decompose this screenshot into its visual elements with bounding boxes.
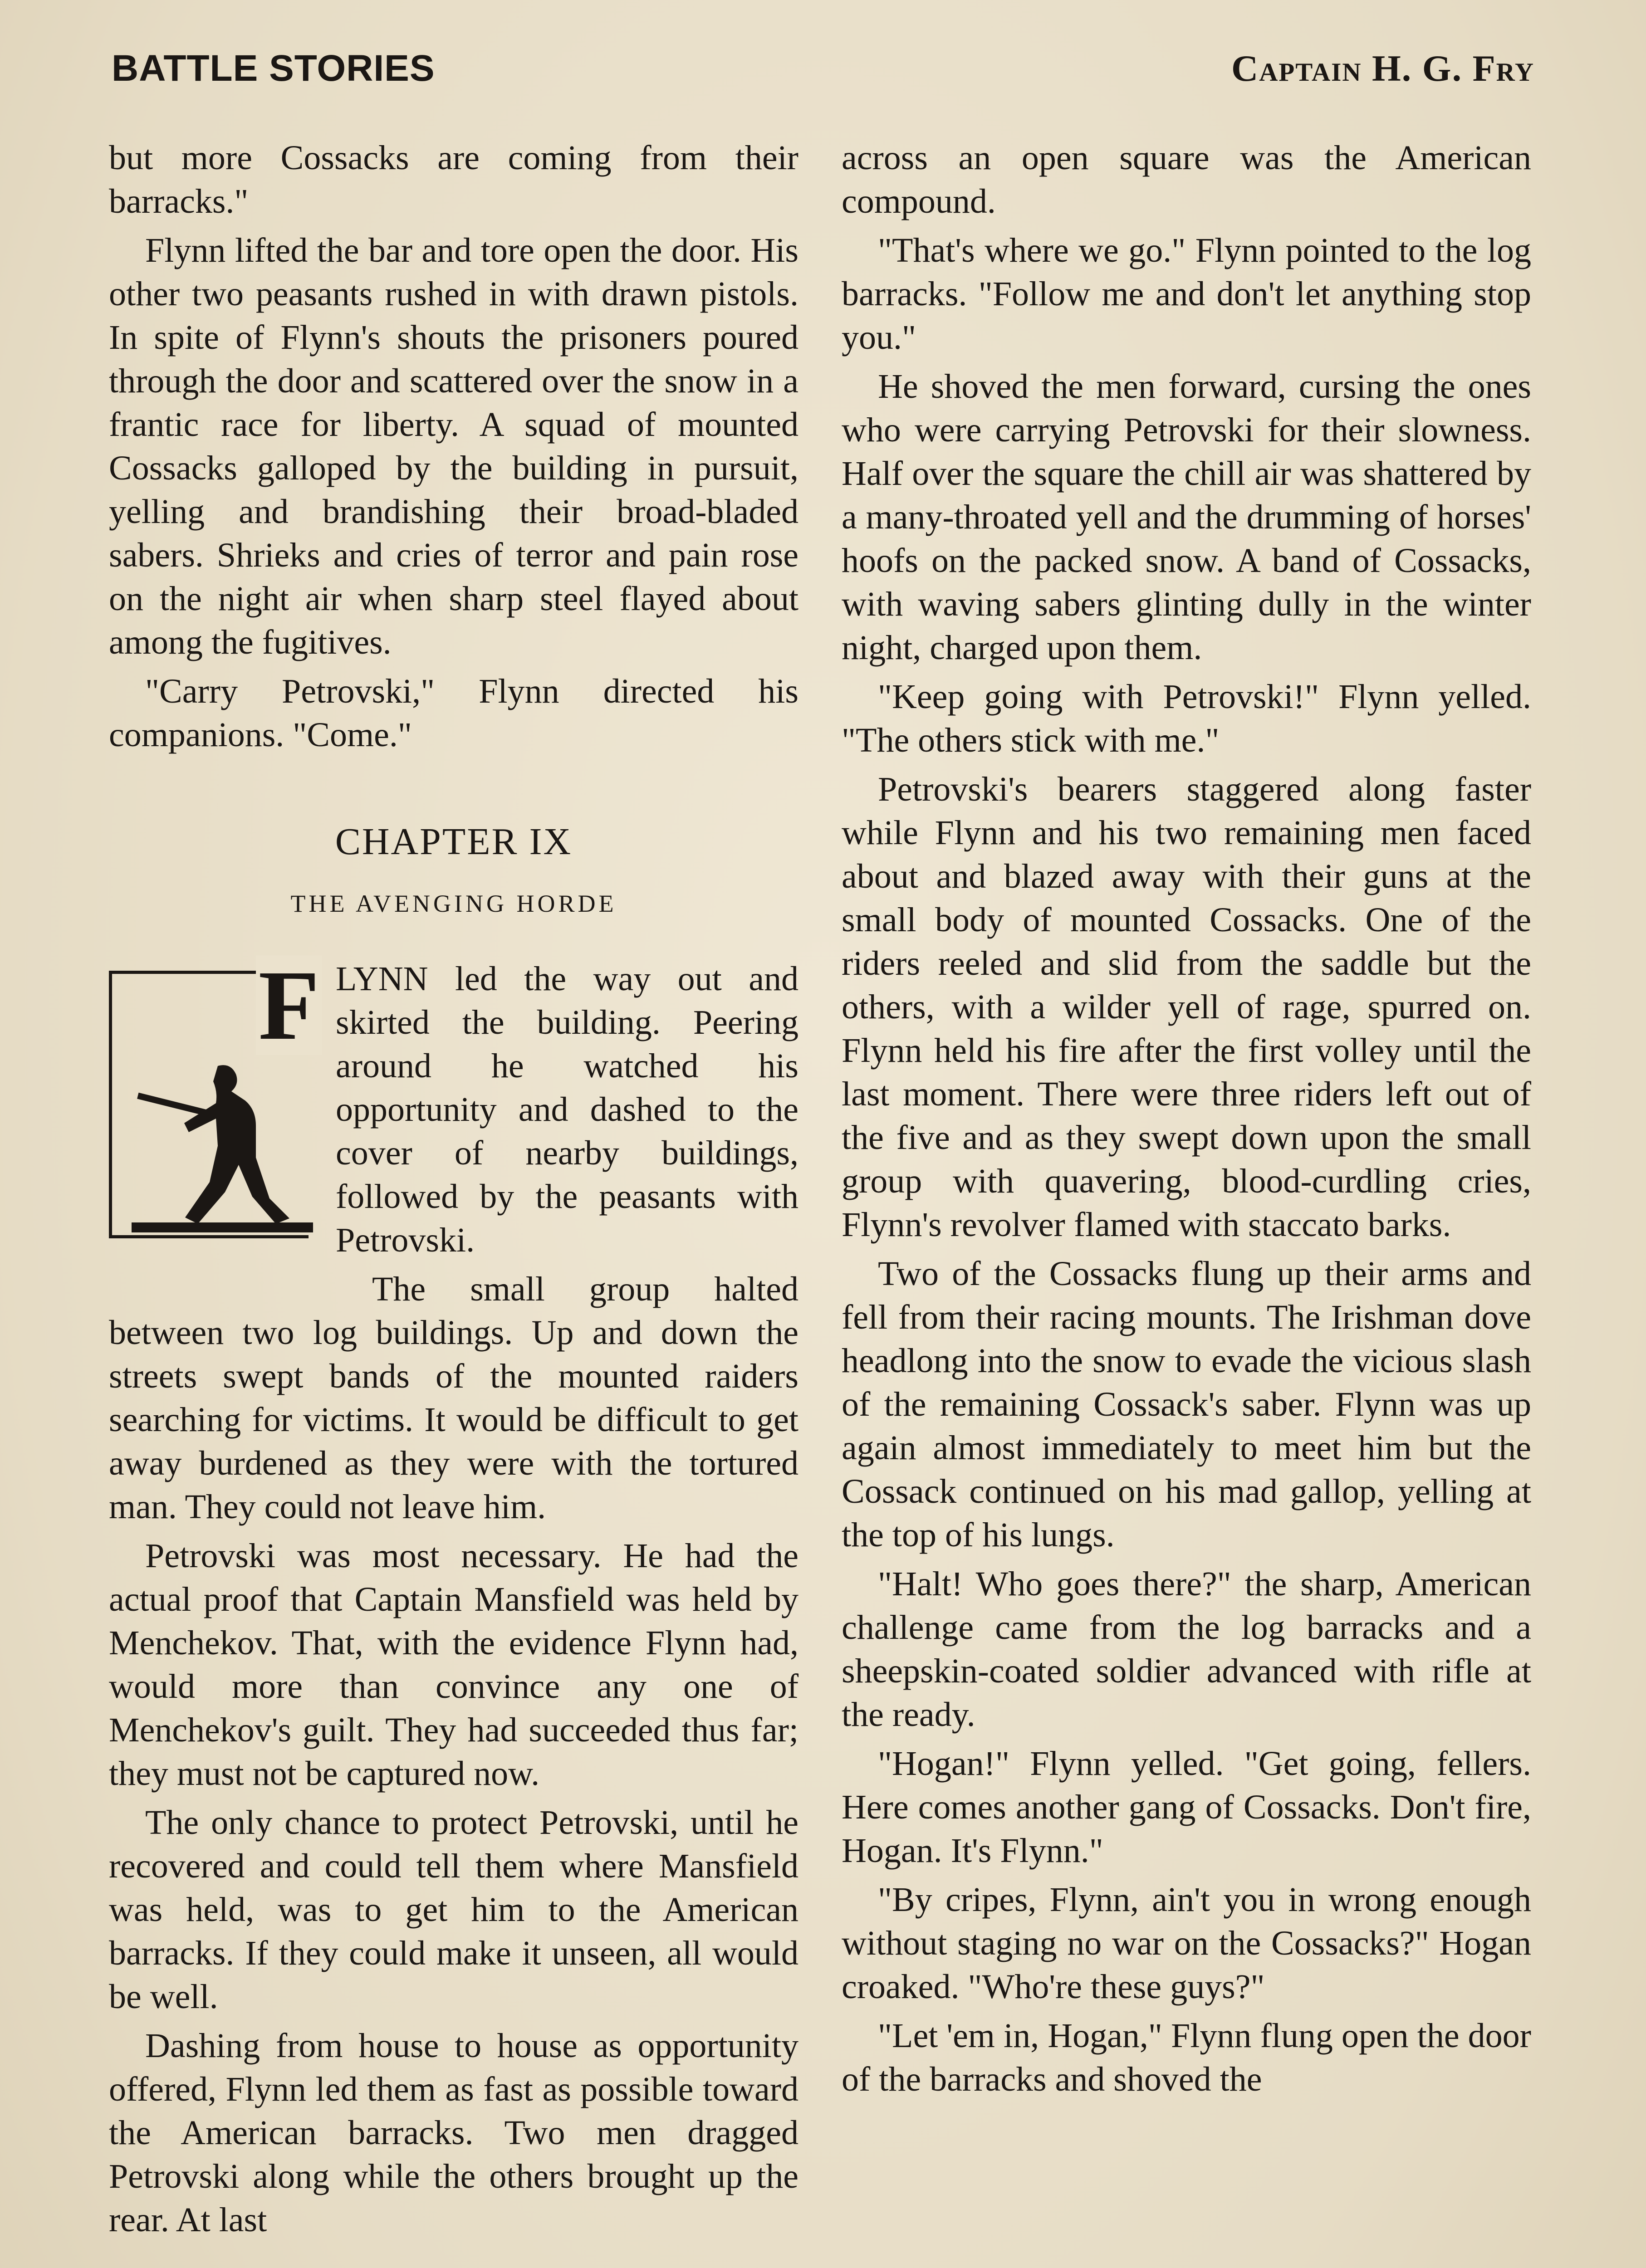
- paragraph: "Keep going with Petrovski!" Flynn yelled. "The others stick with me.": [842, 678, 1531, 759]
- running-head-title: BATTLE STORIES: [112, 48, 435, 89]
- paragraph: Petrovski was most necessary. He had the actual proof that Captain Mansfield was held by Menchekov. That, with the evidence Flynn had, would more than convince any one of Menchekov's guilt. They had succeeded thus far; they must not be captured now.: [109, 1537, 799, 1793]
- chapter-title: CHAPTER IX: [335, 821, 573, 863]
- paragraph: LYNN led the way out and skirted the building. Peering around he watched his opportunity and dashed to the cover of nearby buildings, followed by the peasants with Petrovski.: [336, 960, 799, 1259]
- running-head-author: Captain H. G. Fry: [1231, 48, 1534, 89]
- chapter-subtitle: THE AVENGING HORDE: [290, 890, 617, 917]
- paragraph: "By cripes, Flynn, ain't you in wrong enough without staging no war on the Cossacks?" Hogan croaked. "Who're these guys?": [842, 1881, 1531, 2006]
- right-column: [842, 136, 1531, 2107]
- paragraph: "Let 'em in, Hogan," Flynn flung open the door of the barracks and shoved the: [842, 2017, 1531, 2098]
- drop-cap-letter: F: [256, 955, 322, 1055]
- paragraph: He shoved the men forward, cursing the ones who were carrying Petrovski for their slowness. Half over the square the chill air was shattered by a many-throated yell and the drumming of horses' hoofs on the packed snow. A band of Cossacks, with waving sabers glinting dully in the winter night, charged upon them.: [842, 367, 1531, 667]
- paragraph: "That's where we go." Flynn pointed to the log barracks. "Follow me and don't let anything stop you.": [842, 231, 1531, 357]
- paragraph: Flynn lifted the bar and tore open the door. His other two peasants rushed in with drawn pistols. In spite of Flynn's shouts the prisoners poured through the door and scattered over the snow in a frantic race for liberty. A squad of mounted Cossacks galloped by the building in pursuit, yelling and brandishing their broad-bladed sabers. Shrieks and cries of terror and pain rose on the night air when sharp steel flayed about among the fugitives.: [109, 231, 799, 661]
- paragraph: Two of the Cossacks flung up their arms and fell from their racing mounts. The Irishman dove headlong into the snow to evade the vicious slash of the remaining Cossack's saber. Flynn was up again almost immediately to meet him but the Cossack continued on his mad gallop, yelling at the top of his lungs.: [842, 1255, 1531, 1554]
- soldier-silhouette-icon: [127, 1039, 318, 1238]
- paragraph: but more Cossacks are coming from their barracks.": [109, 139, 799, 220]
- paragraph: Dashing from house to house as opportunity offered, Flynn led them as fast as possible toward the American barracks. Two men dragged Petrovski along while the others brought up the rear. At last: [109, 2027, 799, 2239]
- paragraph: The small group halted between two log buildings. Up and down the streets swept bands of the mounted raiders searching for victims. It would be difficult to get away burdened as they were with the tortured man. They could not leave him.: [109, 1270, 799, 1526]
- left-column: [109, 136, 799, 2247]
- paragraph: "Halt! Who goes there?" the sharp, American challenge came from the log barracks and a sheepskin-coated soldier advanced with rifle at the ready.: [842, 1565, 1531, 1734]
- paragraph: "Carry Petrovski," Flynn directed his companions. "Come.": [109, 672, 799, 754]
- paragraph: The only chance to protect Petrovski, until he recovered and could tell them where Mansfield was held, was to get him to the American barracks. If they could make it unseen, all would be well.: [109, 1804, 799, 2016]
- paragraph: "Hogan!" Flynn yelled. "Get going, fellers. Here comes another gang of Cossacks. Don't fire, Hogan. It's Flynn.": [842, 1745, 1531, 1870]
- paragraph: Petrovski's bearers staggered along faster while Flynn and his two remaining men faced about and blazed away with their guns at the small body of mounted Cossacks. One of the riders reeled and slid from the saddle but the others, with a wilder yell of rage, spurred on. Flynn held his fire after the first volley until the last moment. There were three riders left out of the five and as they swept down upon the small group with quavering, blood-curdling cries, Flynn's revolver flamed with staccato barks.: [842, 770, 1531, 1244]
- paragraph: across an open square was the American compound.: [842, 139, 1531, 220]
- drop-cap-illustration: [109, 950, 322, 1288]
